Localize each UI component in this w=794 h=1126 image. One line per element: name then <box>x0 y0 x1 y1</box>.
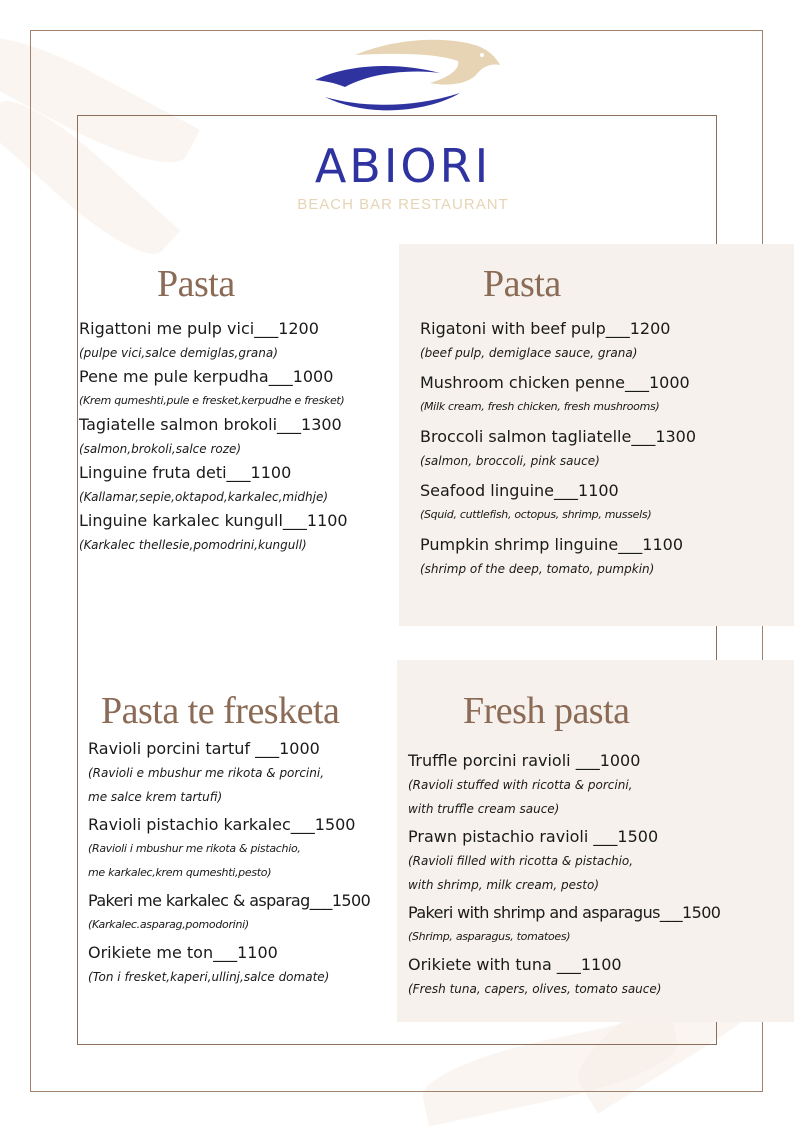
dish-name: Pene me pule kerpudha___1000 <box>79 367 334 386</box>
dish-description: with truffle cream sauce) <box>408 802 560 816</box>
dish-name: Pumpkin shrimp linguine___1100 <box>420 535 683 554</box>
section-title-pasta-en: Pasta <box>483 263 561 305</box>
dish-name: Tagiatelle salmon brokoli___1300 <box>79 415 342 434</box>
dish-description: (Ton i fresket,kaperi,ullinj,salce domate) <box>88 970 330 984</box>
dish-description: (Krem qumeshti,pule e fresket,kerpudhe e fresket) <box>79 394 345 407</box>
dish-name: Rigattoni me pulp vici___1200 <box>79 319 319 338</box>
dish-description: (Karkalec thellesie,pomodrini,kungull) <box>79 538 307 552</box>
menu-list-fresh-en <box>408 749 720 1001</box>
menu-item <box>408 749 720 821</box>
dish-description: (Kallamar,sepie,oktapod,karkalec,midhje) <box>79 490 329 504</box>
dish-description: (Shrimp, asparagus, tomatoes) <box>408 930 571 943</box>
dish-description: (Ravioli stuffed with ricotta & porcini, <box>408 778 633 792</box>
dish-description: (Ravioli filled with ricotta & pistachio, <box>408 854 634 868</box>
menu-item <box>79 317 348 365</box>
dish-name: Pakeri with shrimp and asparagus___1500 <box>408 903 721 922</box>
menu-item <box>88 889 370 937</box>
menu-item <box>420 533 696 581</box>
dish-description: with shrimp, milk cream, pesto) <box>408 878 600 892</box>
menu-item <box>79 509 348 557</box>
dish-name: Mushroom chicken penne___1000 <box>420 373 690 392</box>
menu-item <box>420 425 696 473</box>
dish-name: Ravioli pistachio karkalec___1500 <box>88 815 356 834</box>
section-title-fresh-sq: Pasta te fresketa <box>101 690 340 732</box>
dish-description: (Squid, cuttlefish, octopus, shrimp, mussels) <box>420 508 652 521</box>
dish-name: Orikiete me ton___1100 <box>88 943 278 962</box>
dish-description: me karkalec,krem qumeshti,pesto) <box>88 866 272 879</box>
dish-name: Seafood linguine___1100 <box>420 481 619 500</box>
dish-description: (beef pulp, demiglace sauce, grana) <box>420 346 638 360</box>
dish-description: (salmon, broccoli, pink sauce) <box>420 454 600 468</box>
dish-description: (salmon,brokoli,salce roze) <box>79 442 242 456</box>
menu-item <box>408 953 720 1001</box>
dish-name: Prawn pistachio ravioli ___1500 <box>408 827 659 846</box>
dish-description: (Milk cream, fresh chicken, fresh mushrooms) <box>420 400 660 413</box>
menu-item <box>408 825 720 897</box>
menu-list-pasta-en <box>420 317 696 581</box>
menu-list-pasta-sq <box>79 317 348 557</box>
dish-name: Truffle porcini ravioli ___1000 <box>408 751 641 770</box>
dish-name: Pakeri me karkalec & asparag___1500 <box>88 891 371 910</box>
dish-name: Ravioli porcini tartuf ___1000 <box>88 739 320 758</box>
dish-description: (pulpe vici,salce demiglas,grana) <box>79 346 278 360</box>
menu-item <box>88 737 370 809</box>
dish-description: (Fresh tuna, capers, olives, tomato sauce) <box>408 982 662 996</box>
brand-name: ABIORI <box>314 139 492 193</box>
dish-description: (shrimp of the deep, tomato, pumpkin) <box>420 562 655 576</box>
dish-name: Linguine fruta deti___1100 <box>79 463 292 482</box>
menu-item <box>420 371 696 419</box>
menu-item <box>408 901 720 949</box>
brand-subtitle: BEACH BAR RESTAURANT <box>297 196 509 213</box>
wave-fish-icon <box>300 35 510 120</box>
menu-item <box>79 413 348 461</box>
dish-description: (Karkalec.asparag,pomodorini) <box>88 918 249 931</box>
dish-name: Rigatoni with beef pulp___1200 <box>420 319 671 338</box>
dish-name: Orikiete with tuna ___1100 <box>408 955 622 974</box>
menu-list-fresh-sq <box>88 737 370 989</box>
menu-item <box>79 365 348 413</box>
section-title-pasta-sq: Pasta <box>157 263 235 305</box>
menu-item <box>420 317 696 365</box>
dish-description: (Ravioli i mbushur me rikota & pistachio, <box>88 842 301 855</box>
menu-item <box>88 813 370 885</box>
dish-name: Linguine karkalec kungull___1100 <box>79 511 348 530</box>
menu-item <box>79 461 348 509</box>
dish-description: me salce krem tartufi) <box>88 790 223 804</box>
dish-description: (Ravioli e mbushur me rikota & porcini, <box>88 766 325 780</box>
menu-item <box>420 479 696 527</box>
logo <box>0 35 794 213</box>
menu-item <box>88 941 370 989</box>
section-title-fresh-en: Fresh pasta <box>463 690 630 732</box>
dish-name: Broccoli salmon tagliatelle___1300 <box>420 427 697 446</box>
